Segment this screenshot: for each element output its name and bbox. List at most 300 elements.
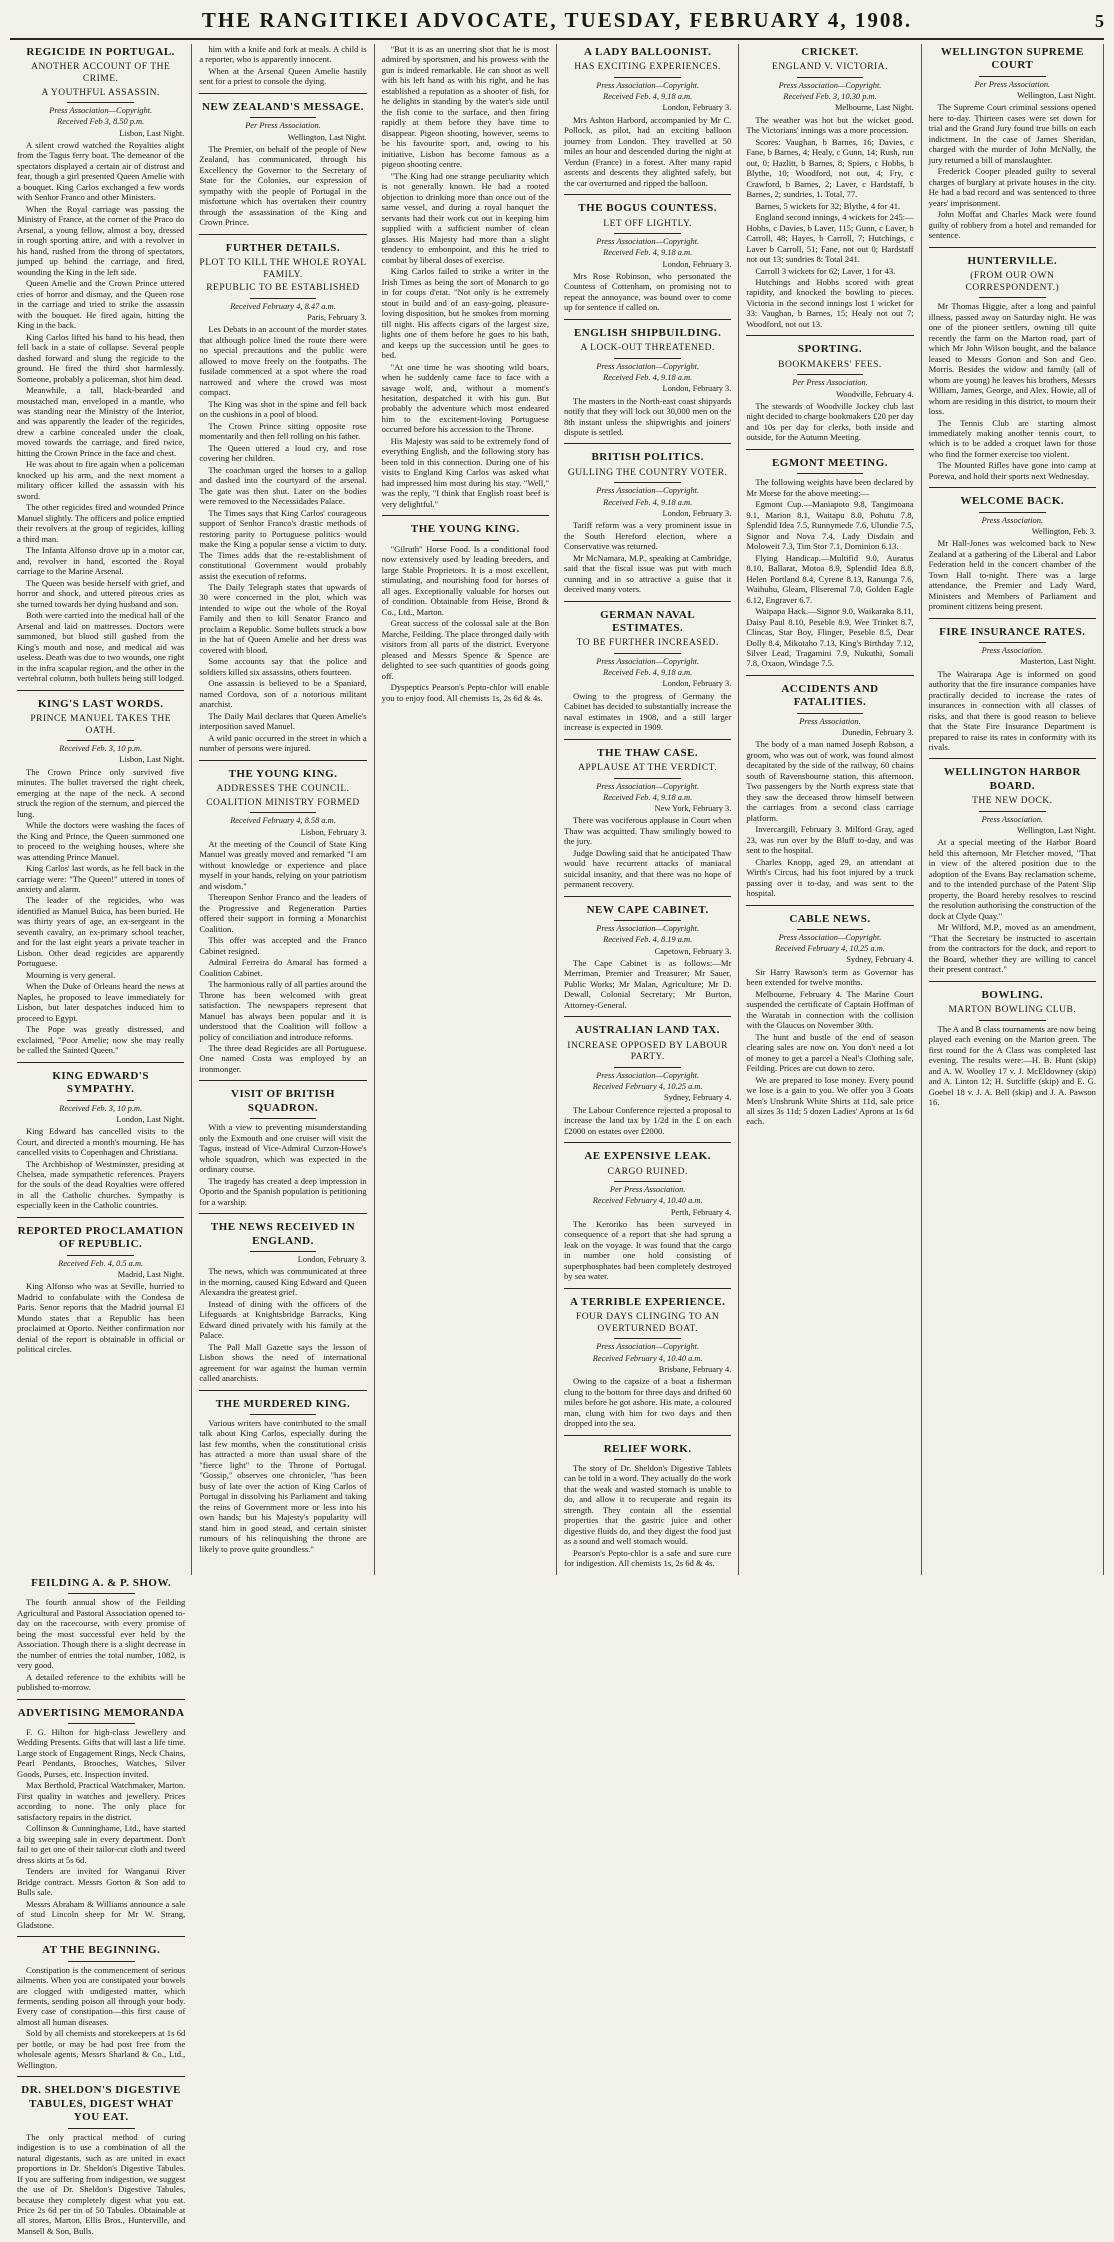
article-dateline: London, February 3.	[662, 679, 732, 689]
article-paragraph: He was about to fire again when a policeman knocked up his arm, and the next moment a military officer killed the assassin with his sword.	[17, 459, 185, 501]
article-headline: A TERRIBLE EXPERIENCE.	[569, 1295, 726, 1308]
article-credit: Press Association—Copyright.	[596, 1070, 700, 1080]
article	[746, 675, 913, 899]
article-headline: CRICKET.	[801, 46, 859, 58]
article-paragraph: The Premier, on behalf of the people of New Zealand, has communicated, through his Excellency the Governor to the Secretary of State for the Colonies, our expression of sympathy with the people of Portugal in the misfortune which has overtaken their country through the assassination of the King and Crown Prince.	[199, 143, 367, 228]
article-paragraph: England second innings, 4 wickets for 245:—Hobbs, c Davies, b Laver, 115; Gunn, c Laver, b Carroll, 48; Hayes, b Carroll, 7; Hutchings, c Laver b Carroll, 51; Fane, not out 0; Hardstaff not out 13; sundries 8: Total 241.	[746, 212, 914, 265]
headline-rule	[797, 473, 864, 474]
column-2	[192, 44, 374, 1575]
article-dateline: Brisbane, February 4.	[658, 1364, 732, 1374]
article	[564, 739, 731, 890]
headline-rule	[797, 374, 864, 375]
headline-rule	[68, 1593, 135, 1594]
page-number: 5	[1095, 11, 1104, 31]
article	[564, 443, 731, 594]
article	[929, 618, 1096, 753]
article-paragraph: Constipation is the commencement of serious ailments. When you are constipated your bowels are clogged with undigested matter, which ferments, sending poison all through your body. Every case of constipation—this first cause of almost all human diseases.	[17, 1964, 186, 2027]
article-paragraph: When at the Arsenal Queen Amelie hastily sent for a priest to console the dying.	[199, 65, 367, 87]
article-paragraph: With a view to preventing misunderstanding only the Exmouth and one cruiser will visit the Tagus, instead of Vice-Admiral Curzon-Howe's whole squadron, which was expected in the ordinary course.	[199, 1122, 367, 1175]
article-subheading: A YOUTHFUL ASSASSIN.	[41, 87, 160, 98]
article	[199, 1390, 366, 1555]
article	[746, 335, 913, 442]
article-paragraph: The Daily Telegraph states that upwards of 30 were concerned in the plot, which was intended to wipe out the whole of the Royal Family and then to kill Senator Franco and proclaim a Republic. Some bullets struck a bow in the hat of Queen Amelie and her dress was covered with blood.	[199, 581, 367, 655]
article-credit: Press Association.	[981, 646, 1044, 656]
article-paragraph: Both were carried into the medical hall of the Arsenal and laid on mattresses. Doctors were summoned, but blood still gushed from the King's mouth and nose, and medical aid was useless. Death was due to two wounds, one right in the infra scapular region, and the other in the vertebral column, both bullets being still lodged.	[17, 610, 185, 684]
article-received: Received Feb. 3, 10.30 p.m.	[783, 92, 877, 102]
article-subheading: COALITION MINISTRY FORMED	[206, 797, 360, 808]
article-headline: SPORTING.	[797, 343, 863, 356]
article-headline: BRITISH POLITICS.	[591, 451, 704, 464]
article	[564, 896, 731, 1011]
article-paragraph: When the Royal carriage was passing the Ministry of France, at the corner of the Praco do Arsenal, a young fellow, almost a boy, dressed in rough sporting attire, and with a revolver in his hand, rushed from the throng of spectators, jumped up behind the carriage, and fired, wounding the King in the left side.	[17, 203, 185, 277]
article-paragraph: him with a knife and fork at meals. A child is a reporter, who is apparently innocent.	[199, 44, 367, 65]
article-dateline: Dunedin, February 3.	[842, 728, 914, 738]
article-credit: Press Association—Copyright.	[596, 361, 700, 371]
article-dateline: Sydney, February 4.	[663, 1093, 732, 1103]
article-subheading: APPLAUSE AT THE VERDICT.	[578, 763, 718, 774]
article-paragraph: The Pope was greatly distressed, and exclaimed, "Poor Amelie; now she may really be called the Sainted Queen."	[17, 1024, 185, 1056]
headline-rule	[250, 1251, 317, 1252]
article-credit: Press Association—Copyright.	[596, 237, 700, 247]
column-3	[375, 44, 557, 1575]
article-paragraph: Charles Knopp, aged 29, an attendant at Wirth's Circus, had his foot injured by a truck passing over it to-day, and was sent to the hospital.	[746, 856, 914, 899]
headline-rule	[432, 540, 499, 541]
article-paragraph: At a special meeting of the Harbor Board held this afternoon, Mr Fletcher moved, "That in view of the altered position due to the adoption of the Evans Bay reclamation scheme, and to the intended purchase of the Patent Slip property, the Board hereby resolves to rescind the resolution authorising the construction of the dock at Clyde Quay."	[928, 837, 1096, 921]
article-paragraph: The hunt and bustle of the end of season clearing sales are now on. You don't need a lot of money to get a parcel a Neal's Clothing sale, Feilding. Prices are cut down to zero.	[746, 1031, 914, 1074]
article-paragraph: The Crown Prince only survived five minutes. The bullet traversed the right cheek, emerging at the nape of the neck. A second struck the region of the sternum, and pierced the lung.	[17, 766, 185, 819]
article-subheading: REPUBLIC TO BE ESTABLISHED	[206, 283, 360, 294]
article-paragraph: "Gilruth" Horse Food. Is a conditional food now extensively used by leading breeders, and large Stable Proprietors. It is a most excellent, stimulating, and nourishing food for horses of all ages. Exceptionally valuable for horses out of condition. Obtainable from Heise, Brond & Co., Ltd., Marton.	[381, 543, 549, 617]
article-headline: NEW CAPE CABINET.	[586, 903, 709, 916]
article	[17, 690, 184, 1056]
headline-rule	[250, 298, 317, 299]
article	[564, 1288, 731, 1429]
article	[382, 515, 549, 703]
headline-rule	[614, 1067, 681, 1068]
headline-rule	[614, 1338, 681, 1339]
article-paragraph: While the doctors were washing the faces of the King and Prince, the Queen summoned one to proceed to the weighing houses, where she was attending Prince Manuel.	[17, 820, 185, 862]
article-paragraph: Tenders are invited for Wanganui River Bridge contract. Messrs Gorton & Son add to Bulls sale.	[17, 1866, 186, 1898]
article-dateline: London, February 3.	[662, 384, 732, 394]
article-subheading: LET OFF LIGHTLY.	[603, 218, 693, 229]
article-paragraph: The three dead Regicides are all Portuguese. One named Costa was employed by an ironmonger.	[199, 1043, 367, 1074]
article-credit: Per Press Association.	[792, 378, 868, 388]
article-dateline: Sydney, February 4.	[846, 955, 914, 965]
headline-rule	[68, 1723, 135, 1724]
article-paragraph: The Queen uttered a loud cry, and rose covering her children.	[199, 442, 367, 464]
article-credit: Press Association.	[981, 515, 1044, 525]
article-headline: THE BOGUS COUNTESS.	[578, 202, 718, 215]
article-received: Received Feb 3, 8.50 p.m.	[57, 117, 145, 127]
article-credit: Press Association—Copyright.	[596, 486, 700, 496]
article-paragraph: The leader of the regicides, who was identified as Manuel Buica, has been buried. He was thirty years of age, an ex-sergeant in the seventh cavalry, an ex-primary school teacher, and for the last eight years a private teacher in Lisbon. Other dead regicides are apparently Portuguese.	[17, 895, 185, 969]
article-credit: Press Association—Copyright.	[596, 80, 700, 90]
headline-rule	[797, 713, 864, 714]
headline-rule	[68, 1961, 135, 1962]
article-headline: REPORTED PROCLAMATION OF REPUBLIC.	[17, 1224, 184, 1251]
headline-rule	[67, 102, 134, 103]
article-dateline: London, Last Night.	[116, 1114, 185, 1124]
headline-rule	[67, 1255, 134, 1256]
headline-rule	[250, 1118, 317, 1119]
article-paragraph: Sir Harry Rawson's term as Governor has been extended for twelve months.	[746, 966, 914, 988]
article-dateline: London, February 3.	[662, 259, 732, 269]
article-dateline: Wellington, Last Night.	[1017, 91, 1096, 101]
article-paragraph: Barnes, 5 wickets for 32; Blythe, 4 for 41.	[755, 200, 901, 211]
article-dateline: New York, February 3.	[654, 804, 732, 814]
headline-rule	[979, 642, 1046, 643]
article-subheading: MARTON BOWLING CLUB.	[948, 1005, 1077, 1016]
headline-rule	[614, 653, 681, 654]
article-subheading: CARGO RUINED.	[607, 1166, 688, 1177]
article-paragraph: Dyspeptics Pearson's Pepto-chlor will enable you to enjoy food. All chemists 1s, 2s 6d & 4s.	[381, 682, 549, 703]
article	[564, 1435, 731, 1569]
article-headline: FIRE INSURANCE RATES.	[939, 625, 1086, 638]
article-headline: FURTHER DETAILS.	[225, 241, 341, 254]
article	[17, 1217, 184, 1355]
article-paragraph: The only practical method of curing indigestion is to use a combination of all the natural digestants, such as are united in exact proportions in Dr. Sheldon's Digestive Tabules. If you are suffering from indigestion, we suggest the use of Dr. Sheldon's Digestive Tabules, because they completely digest what you eat. Price 2s 6d per tin of 50 Tabules. Obtainable at all stores, Marton, Ellis Bros., Hunterville, and Mansell & Son, Bulls.	[17, 2131, 186, 2236]
article-headline: KING'S LAST WORDS.	[37, 697, 164, 710]
article-paragraph: The story of Dr. Sheldon's Digestive Tablets can be told in a word. They actually do the work that the weak and wasted stomach is unable to do, and allow it to recuperate and regain its strength. They contain all the essential properties that the gastric juice and other digestive fluids do, and they digest the food just as a sound and well stomach would.	[563, 1462, 732, 1547]
article-dateline: London, February 3.	[662, 508, 732, 518]
article	[746, 905, 913, 1127]
column-1	[10, 44, 192, 1575]
article	[17, 46, 184, 684]
article-paragraph: The stewards of Woodville Jockey club last night decided to charge bookmakers £20 per day and 10s per day for clerks, both inside and outside, for the Autumn Meeting.	[746, 400, 914, 443]
article-dateline: Wellington, Feb. 3.	[1031, 527, 1096, 537]
headline-rule	[67, 1100, 134, 1101]
article-paragraph: The weather was hot but the wicket good. The Victorians' innings was a more procession.	[746, 114, 914, 136]
article-paragraph: The Crown Prince sitting opposite rose momentarily and then fell rolling on his father.	[199, 420, 367, 442]
article-paragraph: "At one time he was shooting wild boars, when he suddenly came face to face with a savage wolf, and, without a moment's hesitation, despatched it with his gun. But probably the adventure which most endeared him to the excitement-loving Portuguese occurred before his accession to the Throne.	[381, 361, 549, 435]
article-credit: Press Association—Copyright.	[596, 781, 700, 791]
article-paragraph: "The King had one strange peculiarity which is not generally known. He had a rooted objection to drinking more than once out of the same vessel, and during a royal banquet the servants had their work cut out in keeping him supplied with a sufficient number of clean glasses. His Majesty had more than a slight tendency to embonpoint, and this he tried to combat by liberal doses of exercise.	[381, 170, 549, 265]
article-dateline: Wellington, Last Night.	[1017, 826, 1096, 836]
article-headline: AUSTRALIAN LAND TAX.	[575, 1024, 720, 1037]
article	[199, 93, 366, 228]
article-received: Received Feb. 3, 10 p.m.	[59, 1103, 143, 1113]
article-paragraph: Collinson & Cunninghame, Ltd., have started a big sweeping sale in every department. Don't fail to get one of their tailor-cut cloth and tweed dress skirts at 5s 6d.	[17, 1823, 186, 1865]
headline-rule	[614, 1459, 681, 1460]
article-headline: AT THE BEGINNING.	[42, 1944, 161, 1957]
headline-rule	[979, 512, 1046, 513]
article-paragraph: Sold by all chemists and storekeepers at 1s 6d per bottle, or may be had post free from the wholesale agents, Messrs Sharland & Co., Ltd., Wellington.	[17, 2028, 186, 2070]
article-paragraph: The body of a man named Joseph Robson, a groom, who was out of work, was found almost decapitated by the side of the railway, 60 chains south of Ravensbourne station, this afternoon. Two passengers by the North express state that they saw the deceased throw himself between the carriages from a second class carriage platform.	[746, 739, 914, 823]
article	[564, 1142, 731, 1282]
headline-rule	[979, 811, 1046, 812]
article-paragraph: Mr McNamara, M.P., speaking at Cambridge, said that the fiscal issue was put with much cunning and in so attractive a guise that it deceived many voters.	[563, 552, 732, 595]
article-paragraph: The Infanta Alfonso drove up in a motor car, and, revolver in hand, escorted the Royal carriage to the Marine Arsenal.	[17, 545, 185, 577]
article-dateline: Madrid, Last Night.	[117, 1269, 185, 1279]
article-paragraph: Flying Handicap.—Multifid 9.0, Auratus 8.10, Ballarat, Motoa 8.9, Splendid Idea 8.8, Helen Portland 8.4, Cyrene 8.13, Ranunga 7.6, Waihuhu, Gleam, Fliseremal 7.0, Golden Eagle 6.12, Engraver 6.7.	[746, 552, 914, 605]
headline-rule	[67, 740, 134, 741]
article-headline: WELLINGTON SUPREME COURT	[940, 46, 1084, 72]
article	[199, 760, 366, 1075]
article	[17, 1699, 185, 1931]
article-paragraph: The Wairarapa Age is informed on good authority that the fire insurance companies have practically decided to increase the rates of insurances in connection with all classes of risks, and that there is good reason to believe that the State Fire Insurance Department is prepared to raise its rates in conformity with its rivals.	[928, 668, 1096, 752]
article-headline: GERMAN NAVAL ESTIMATES.	[600, 608, 696, 634]
article-paragraph: F. G. Hilton for high-class Jewellery and Wedding Presents. Gifts that will last a life time. Large stock of Engagement Rings, Neck Chains, Pearl Pendants, Brooches, Watches, Silver Goods, Purses, etc. Inspection invited.	[17, 1726, 186, 1779]
article-credit: Press Association—Copyright.	[596, 656, 700, 666]
article	[17, 1936, 185, 2070]
article-headline: ADVERTISING MEMORANDA	[17, 1706, 185, 1719]
article-dateline: Wellington, Last Night.	[287, 132, 367, 142]
article-received: Received February 4, 10.25 a.m.	[775, 944, 885, 954]
article-headline: THE YOUNG KING.	[228, 767, 338, 780]
article-headline: RELIEF WORK.	[603, 1442, 692, 1455]
headline-rule	[614, 77, 681, 78]
article-received: Received Feb. 4, 9.18 a.m.	[603, 497, 693, 507]
article-headline: FEILDING A. & P. SHOW.	[31, 1576, 172, 1589]
article-paragraph: The Queen was beside herself with grief, and horror and shock, and uttered piteous cries as she turned towards her dying husband and son.	[17, 577, 185, 609]
article-credit: Per Press Association.	[609, 1185, 686, 1195]
article-paragraph: One assassin is believed to be a Spaniard, named Cordova, son of a notorious militant anarchist.	[199, 678, 367, 710]
article-paragraph: Mr Hall-Jones was welcomed back to New Zealand at a gathering of the Liberal and Labor Federation held in the concert chamber of the Town Hall to-night. There was a large attendance, the Premier and Lady Ward, Ministers and Members of Parliament and prominent citizens being present.	[928, 538, 1096, 612]
article-paragraph: The Keroriko has been surveyed in consequence of a report that she had sprung a leak on the voyage. It was found that the cargo in number one hold consisting of superphosphates had been completely destroyed by sea water.	[563, 1218, 732, 1282]
headline-rule	[250, 1414, 317, 1415]
article-credit: Press Association.	[799, 716, 861, 726]
headline-rule	[614, 1181, 681, 1182]
article-dateline: Woodville, February 4.	[836, 389, 914, 399]
article-dateline: Lisbon, February 3.	[300, 827, 367, 837]
article-paragraph: Mrs Rose Robinson, who personated the Countess of Cottenham, on promising not to repeat the annoyance, was bound over to come up for sentence if called on.	[563, 270, 732, 313]
headline-rule	[797, 77, 864, 78]
article-received: Received Feb. 4, 9.18 a.m.	[603, 373, 693, 383]
article-paragraph: Thereupon Senhor Franco and the leaders of the Progressive and Regeneration Parties offered their support in forming a Monarchist Coalition.	[199, 892, 367, 934]
article-credit: Per Press Association.	[245, 121, 321, 131]
article-dateline: Perth, February 4.	[670, 1207, 732, 1217]
article-paragraph: There was vociferous applause in Court when Thaw was acquitted. Thaw smilingly bowed to the jury.	[563, 815, 732, 847]
article-paragraph: Owing to the progress of Germany the Cabinet has decided to substantially increase the naval estimates in 1908, and a still larger increase is expected in 1909.	[563, 690, 732, 733]
article	[564, 46, 731, 188]
headline-rule	[797, 929, 864, 930]
article-paragraph: Pearson's Pepto-chlor is a safe and sure cure for indigestion. All chemists 1s, 2s 6d & 4s.	[563, 1547, 732, 1569]
article-headline: ENGLISH SHIPBUILDING.	[573, 326, 722, 339]
article-credit: Press Association—Copyright.	[778, 932, 882, 942]
article-paragraph: When the Duke of Orleans heard the news at Naples, he proposed to leave immediately for Lisbon, but later despatches induced him to proceed to Egypt.	[17, 981, 185, 1023]
article-subheading: A LOCK-OUT THREATENED.	[580, 343, 715, 354]
article-headline: WELLINGTON HARBOR BOARD.	[943, 766, 1081, 792]
article-dateline: London, February 3.	[297, 1254, 367, 1264]
article-paragraph: King Alfonso who was at Seville, hurried to Madrid to confabulate with the Condesa de Paris. Senor reports that the Madrid journal El Mundo states that a Republic has been proclaimed at Oporto. Neither confirmation nor denial of the report is obtainable in official or political circles.	[17, 1281, 185, 1355]
article-received: Received February 4, 8.47 a.m.	[230, 301, 336, 311]
article-received: Received February 4, 10.25 a.m.	[592, 1082, 703, 1092]
article-credit: Press Association—Copyright.	[49, 106, 153, 116]
article-paragraph: "But it is as an unerring shot that he is most admired by sportsmen, and his prowess with the gun is indeed remarkable. He can shoot as well with his left hand as with his right, and he has established a reputation as a shooter of fish, for he delights in standing by the water's side until the fish come to the surface, and then firing rapidly at them before they have time to disappear. Pigeon shooting, however, seems to be his favourite sport, and, owing to his initiative, Lisbon has become famous as a pigeon shooting centre.	[381, 44, 549, 170]
column-7	[10, 1575, 192, 2242]
article-headline: KING EDWARD'S SYMPATHY.	[52, 1069, 149, 1096]
article-subheading: BOOKMAKERS' FEES.	[778, 359, 882, 370]
article	[17, 1062, 184, 1211]
article-paragraph: Mr Wilford, M.P., moved as an amendment, "That the Secretary be instructed to ascertain from the contractors for the dock, and report to the Board, whether they are willing to cancel their present contract."	[928, 922, 1096, 975]
article-received: Received Feb. 4, 0.5 a.m.	[58, 1258, 144, 1268]
article-paragraph: A detailed reference to the exhibits will be published to-morrow.	[17, 1671, 186, 1693]
article-subheading: PRINCE MANUEL TAKES THE OATH.	[30, 714, 171, 736]
article-dateline: Capetown, February 3.	[654, 946, 732, 956]
article-paragraph: We are prepared to lose money. Every pound we lose is a gain to you. We offer you 3 Goats Men's Unshrunk White Shirts at 11d, sale price all sizes 3s 11d; 5 dozen Ladies' Aprons at 1s 6d each.	[746, 1074, 914, 1127]
masthead-title: THE RANGITIKEI ADVOCATE, TUESDAY, FEBRUARY 4, 1908.	[201, 8, 913, 32]
article-dateline: Paris, February 3.	[307, 313, 367, 323]
headline-rule	[979, 1020, 1046, 1021]
article-dateline: Lisbon, Last Night.	[119, 755, 185, 765]
article-received: Received Feb. 4, 9.18 a.m.	[603, 92, 693, 102]
article-paragraph: Various writers have contributed to the small talk about King Carlos, especially during the last few months, when the constitutional crisis has attracted a more than usual share of the "fierce light" to the Throne of Portugal. "Gossip," observes one chronicler, "has been busy of late over the action of King Carlos of Portugal in dissolving his Parliament and taking the reins of Government more or less into his own hands; but his Majesty's popularity will stand him in good stead, and certain sinister rumours of his relinquishing the throne are likely to prove quite groundless."	[199, 1417, 367, 1554]
article-subheading: ADDRESSES THE COUNCIL.	[216, 784, 350, 795]
article-dateline: Melbourne, Last Night.	[835, 103, 914, 113]
article-subheading: PLOT TO KILL THE WHOLE ROYAL FAMILY.	[199, 258, 367, 280]
article-headline: ACCIDENTS AND FATALITIES.	[781, 682, 879, 709]
article-paragraph: The coachman urged the horses to a gallop and dashed into the courtyard of the arsenal. The gate was then shut. Later on the bodies were removed to the Necessidades Palace.	[199, 464, 367, 507]
article-paragraph: Carroll 3 wickets for 62; Laver, 1 for 43.	[755, 265, 896, 276]
headline-rule	[250, 812, 317, 813]
article-paragraph: Les Debats in an account of the murder states that although police lined the route there were no special precautions and the public were allowed to move freely on the footpaths. The fusilade commenced at a spot where the road narrowed and where the crowd was most compact.	[199, 324, 367, 398]
article-paragraph: The Times says that King Carlos' courageous support of Senhor Franco's drastic methods of restoring parity to Portuguese politics would make the King a popular sense a victim to duty. The Times adds that the re-establishment of constitutional Government would probably assist the execution of reforms.	[199, 507, 367, 581]
article-paragraph: The Labour Conference rejected a proposal to increase the land tax by 1/2d in the £ on each £2000 on estates over £2000.	[563, 1104, 732, 1136]
article-paragraph: The masters in the North-east coast shipyards notify that they will lock out 30,000 men on the 8th instant unless the shipwrights and joiners' dispute is settled.	[563, 395, 732, 437]
article	[929, 758, 1096, 974]
article	[199, 234, 366, 754]
article-headline: WELCOME BACK.	[960, 495, 1065, 508]
article	[929, 981, 1096, 1108]
article-headline: VISIT OF BRITISH SQUADRON.	[231, 1088, 335, 1114]
article	[199, 1080, 366, 1207]
article-subheading: THE NEW DOCK.	[972, 796, 1053, 807]
article-credit: Press Association.	[981, 814, 1044, 824]
article-credit: Press Association—Copyright.	[596, 1342, 700, 1352]
article	[929, 487, 1096, 611]
headline-rule	[250, 117, 317, 118]
article-paragraph: King Carlos failed to strike a writer in the Irish Times as being the sort of Monarch to go in for coups d'etat. "Not only is he extremely stout in build and of an easy-going, pleasure-loving disposition, but he smokes from morning till night. His affects cigars of the largest size, lights one of them before he goes to his bath, and keeps up the succession until he goes to bed.	[381, 266, 549, 361]
article-paragraph: Judge Dowling said that he anticipated Thaw would have recurrent attacks of maniacal suicidal insanity, and that there was no hope of permanent recovery.	[563, 847, 732, 890]
article-headline: AE EXPENSIVE LEAK.	[584, 1150, 711, 1163]
article-paragraph: The other regicides fired and wounded Prince Manuel slightly. The officers and police emptied their revolvers at the group of regicides, killing a third man.	[17, 502, 185, 544]
article	[199, 44, 366, 87]
article-paragraph: The Mounted Rifles have gone into camp at Porewa, and hold their sports next Wednesday.	[928, 460, 1096, 481]
article	[564, 194, 731, 313]
article-headline: THE NEWS RECEIVED IN ENGLAND.	[210, 1221, 356, 1247]
article-received: Received Feb. 3, 10 p.m.	[59, 744, 143, 754]
article-paragraph: Scores: Vaughan, b Barnes, 16; Davies, c Fane, b Barnes, 4; Healy, c Gunn, 14; Rush, run out, 0; Hazlitt, b Barnes, 8; Spiers, c Hobbs, b Blythe, 10; Woodford, not out, 4; Fry, c Crawford, b Barnes, 2; Laver, c Hardstaff, b Barnes, 2; sundries, 1. Total, 77.	[746, 136, 914, 200]
article-headline: THE THAW CASE.	[597, 746, 699, 759]
headline-rule	[614, 482, 681, 483]
article-subheading: HAS EXCITING EXPERIENCES.	[574, 62, 722, 73]
article-paragraph: The fourth annual show of the Feilding Agricultural and Pastoral Association opened to-day on the racecourse, with every promise of being the most successful ever held by the Association. Though there is a slight decrease in the number of entries the total number, 1082, is very good.	[17, 1597, 186, 1671]
article-paragraph: The Daily Mail declares that Queen Amelie's interposition saved Manuel.	[199, 710, 367, 732]
article	[929, 46, 1096, 241]
article-paragraph: King Carlos' last words, as he fell back in the carriage were: "The Queen!" uttered in tones of anxiety and alarm.	[17, 863, 185, 894]
article-credit: Press Association—Copyright.	[778, 80, 882, 90]
article-paragraph: The harmonious rally of all parties around the Throne has been welcomed with great satisfaction. The newspapers represent that Manuel has always been popular and it is understood that the Coalition will follow a policy of conciliation and introduce reforms.	[199, 979, 367, 1042]
headline-rule	[614, 358, 681, 359]
article-headline: NEW ZEALAND'S MESSAGE.	[201, 100, 365, 113]
headline-rule	[979, 76, 1046, 77]
article-credit: Press Association—Copyright.	[596, 924, 700, 934]
article-subheading: FOUR DAYS CLINGING TO AN OVERTURNED BOAT.	[576, 1312, 720, 1334]
article-headline: BOWLING.	[981, 988, 1044, 1001]
article	[17, 2076, 185, 2236]
article-paragraph: Messrs Abraham & Williams announce a sale of stud Lincoln sheep for Mr W. Strang, Gladstone.	[17, 1898, 186, 1930]
article-received: Received February 4, 10.40 a.m.	[592, 1196, 703, 1206]
article	[17, 1577, 185, 1693]
article-paragraph: Some accounts say that the police and soldiers killed six assassins, others fourteen.	[199, 656, 367, 677]
article	[564, 319, 731, 438]
article-paragraph: Invercargill, February 3. Milford Gray, aged 23, was run over by the Bluff to-day, and was sent to the hospital.	[746, 824, 914, 856]
article-received: Received Feb. 4, 9.18 a.m.	[603, 668, 693, 678]
article-paragraph: At the meeting of the Council of State King Manuel was greatly moved and remarked "I am without knowledge or experience and place myself in your hands, relying on your patriotism and wisdom."	[199, 838, 367, 891]
headline-rule	[979, 297, 1046, 298]
article-paragraph: The following weights have been declared by Mr Morse for the above meeting:—	[746, 477, 914, 498]
article-paragraph: Meanwhile, a tall, black-bearded and moustached man, enveloped in a mantle, who was standing near the Ministry of the Interior, and was apparently the leader of the regicides, drew a carbine concealed under the cloak, moved towards the carriage, and fired twice, hitting the Crown Prince in the face and chest.	[17, 385, 185, 458]
article-paragraph: Queen Amelie and the Crown Prince uttered cries of horror and dismay, and the Queen rose in the carriage and tried to strike the assassin with the bouquet. He fired again, hitting the King in the back.	[17, 278, 185, 331]
article-headline: HUNTERVILLE.	[967, 254, 1058, 267]
article	[746, 449, 913, 669]
article-dateline: Masterton, Last Night.	[1020, 657, 1096, 667]
article-paragraph: Hutchings and Hobbs scored with great rapidity, and knocked the bowling to pieces. Victoria in the second innings lost 1 wicket for 33: Vaughan, b Barnes, 15; Healy not out 7; Woodford, not out 13.	[746, 277, 914, 329]
column-5	[739, 44, 921, 1575]
article-paragraph: Frederick Cooper pleaded guilty to several charges of burglary at private houses in the city. He had a bad record and was sentenced to three years' imprisonment.	[928, 166, 1096, 208]
article-subheading: ANOTHER ACCOUNT OF THE CRIME.	[31, 62, 171, 84]
article-headline: EGMONT MEETING.	[771, 456, 889, 469]
headline-rule	[614, 778, 681, 779]
article-paragraph: The Cape Cabinet is as follows:—Mr Merriman, Premier and Treasurer; Mr Sauer, Public Works; Mr Malan, Agriculture; Mr D. Dewall, Colonial Secretary; Mr Burton, Attorney-General.	[563, 957, 732, 1010]
headline-rule	[614, 920, 681, 921]
article-paragraph: The Tennis Club are starting almost immediately making another tennis court, to which is to be added a croquet lawn for those who find the former exercise too violent.	[928, 417, 1096, 459]
article-paragraph: The Supreme Court criminal sessions opened here to-day. Thirteen cases were set down for trial and the Grand Jury found true bills on each indictment. In the case of James Sheridan, charged with the murder of John McNally, the jury returned a bill of manslaughter.	[928, 102, 1096, 165]
article-paragraph: Mourning is very general.	[26, 969, 116, 980]
column-4	[557, 44, 739, 1575]
article-paragraph: The news, which was communicated at three in the morning, caused King Edward and Queen Alexandra the greatest grief.	[199, 1266, 367, 1298]
article-headline: A LADY BALLOONIST.	[584, 46, 712, 58]
article-received: Received Feb. 4, 9.18 a.m.	[603, 792, 693, 802]
article-paragraph: John Moffat and Charles Mack were found guilty of robbery from a hotel and remanded for sentence.	[928, 209, 1096, 241]
article-headline: THE MURDERED KING.	[215, 1397, 351, 1410]
article-headline: REGICIDE IN PORTUGAL.	[26, 46, 175, 58]
article	[382, 44, 549, 509]
article-paragraph: The Pall Mall Gazette says the lesson of Lisbon shows the need of international agreement for war against the human vermin called anarchists.	[199, 1341, 367, 1384]
masthead	[10, 8, 1104, 40]
article-headline: CABLE NEWS.	[789, 912, 871, 925]
article-paragraph: A silent crowd watched the Royalties alight from the Tagus ferry boat. The demeanor of the spectators displayed a certain air of distrust and fear, though a girl presented Queen Amelie with a bouquet. King Carlos exchanged a few words with Senhor Franco and other Ministers.	[17, 139, 185, 203]
article-paragraph: Melbourne, February 4. The Marine Court suspended the certificate of Captain Hoffman of the Waratah in connection with the collision with the Glaucus on November 30th.	[746, 988, 914, 1031]
article	[564, 601, 731, 733]
article-paragraph: Owing to the capsize of a boat a fisherman clung to the bottom for three days and drifted 60 miles before he got ashore. His mate, a coloured man, clung with him for two days and then dropped into the sea.	[563, 1376, 732, 1429]
article-paragraph: Tariff reform was a very prominent issue in the South Hereford election, where a Conservative was returned.	[563, 520, 732, 552]
article-received: Received February 4, 8.58 a.m.	[230, 816, 336, 826]
article-dateline: Lisbon, Last Night.	[119, 128, 185, 138]
article-paragraph: Mrs Ashton Harbord, accompanied by Mr C. Pollock, as pilot, had an exciting balloon journey from London. They travelled at 50 miles an hour and descended during the night at Verdun (France) in a forest. After many rapid ascents and descents they alighted safely, but the car overturned and ripped the balloon.	[563, 114, 732, 188]
article-paragraph: Max Berthold, Practical Watchmaker, Marton. First quality in watches and jewellery. Prices according to none. The only place for satisfactory repairs in the district.	[17, 1780, 186, 1822]
article-paragraph: Waipapa Hack.—Signor 9.0, Waikaraka 8.11, Daisy Paul 8.10, Peseble 8.9, Wee Trinket 8.7, Clincas, Star Boy, Flinger, Peseble 8.5, Dear Dolly 8.4, Mikotaho 7.13, King's Birthday 7.12, Silver Lead, Tragamini 7.9, Nukuthi, Somali 7.8, Oxaon, Windage 7.5.	[746, 606, 914, 669]
article-subheading: (FROM OUR OWN CORRESPONDENT.)	[965, 271, 1060, 293]
article-subheading: TO BE FURTHER INCREASED.	[576, 638, 719, 649]
article	[199, 1213, 366, 1383]
article-paragraph: The tragedy has created a deep impression in Oporto and the Spanish population is petitioning for a warship.	[199, 1175, 367, 1207]
article-credit: Per Press Association.	[974, 79, 1051, 89]
article	[564, 1016, 731, 1136]
article-paragraph: Instead of dining with the officers of the Lifeguards at Knightsbridge Barracks, King Edward dined privately with his family at the Palace.	[199, 1298, 367, 1341]
article-paragraph: Great success of the colossal sale at the Bon Marche, Feilding. The place thronged daily with visitors from all parts of the district. Everyone pleased and Messrs Spence & Spence are delighted to see such quantities of goods going off.	[381, 618, 549, 681]
article	[746, 46, 913, 329]
article-received: Received February 4, 10.40 a.m.	[592, 1353, 703, 1363]
article-paragraph: Mr Thomas Higgie, after a long and painful illness, passed away on Saturday night. He was one of the pioneer settlers, owning till quite recently the farm on the Marton road, part of which Mr John Wilson bought, and the balance leased to Messrs Gorton and Son and Geo. Morris. Besides the widow and family (all of whom are young) he leaves his brothers, Messrs William, James, George, and Alex. Howie, all of whom are residing in this district, to mourn their loss.	[928, 301, 1096, 417]
headline-rule	[614, 233, 681, 234]
article-subheading: GULLING THE COUNTRY VOTER.	[567, 467, 728, 478]
article-subheading: ENGLAND V. VICTORIA.	[772, 62, 888, 73]
columns	[10, 44, 1104, 2236]
article-dateline: London, February 3.	[662, 103, 732, 113]
article-paragraph: The King was shot in the spine and fell back on the cushions in a pool of blood.	[199, 398, 367, 420]
article-subheading: INCREASE OPPOSED BY LABOUR PARTY.	[567, 1040, 729, 1063]
